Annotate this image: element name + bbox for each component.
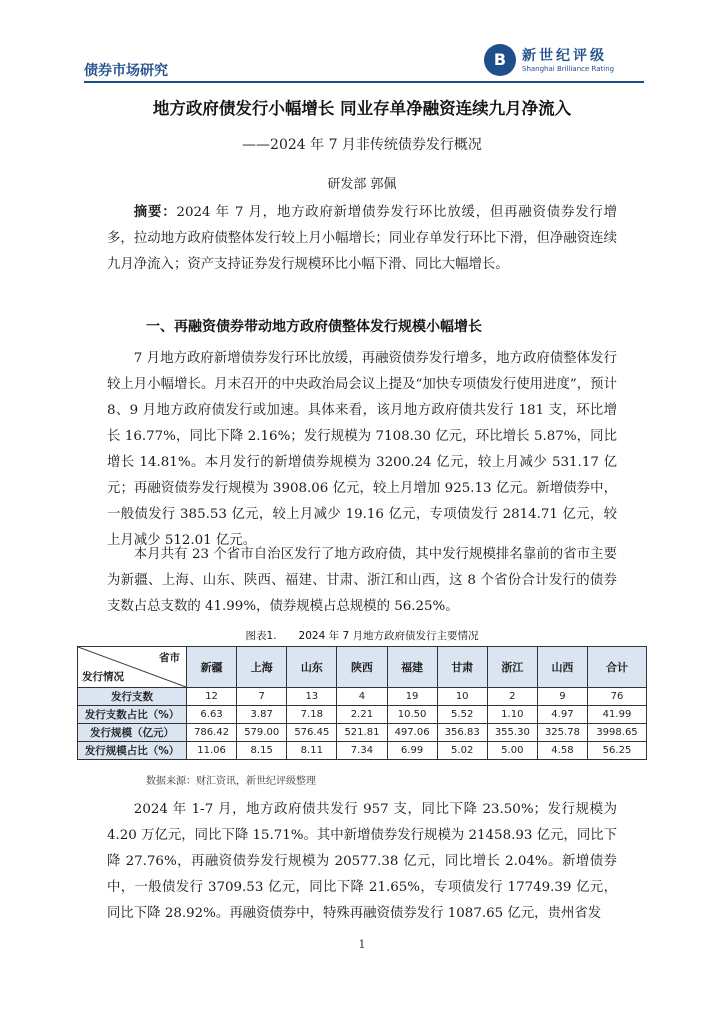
table-cell: 2.21 <box>337 706 387 724</box>
table-cell: 4 <box>337 688 387 706</box>
abstract-paragraph <box>107 200 617 278</box>
abstract-text: 2024 年 7 月，地方政府新增债券发行环比放缓，但再融资债券发行增多，拉动地方政府债整体发行较上月小幅增长；同业存单发行环比下滑，但净融资连续九月净流入；资产支持证券发行规模环比小幅下滑、同比大幅增长。 <box>107 205 617 272</box>
table-cell: 10.50 <box>387 706 437 724</box>
column-header: 合计 <box>588 647 647 688</box>
section-label: 债券市场研究 <box>84 63 168 79</box>
body-paragraph-1: 7 月地方政府新增债券发行环比放缓，再融资债券发行增多，地方政府债整体发行较上月小幅增长。月末召开的中央政治局会议上提及“加快专项债发行使用进度”，预计 8、9 月地方政府债发行或加速。具体来看，该月地方政府债共发行 181 支，环比增长 16.77%，同比下降 2.16%；发行规模为 7108.30 亿元，环比增长 5.87%，同比增长 14.81%。本月发行的新增债券规模为 3200.24 亿元，较上月减少 531.17 亿元；再融资债券发行规模为 3908.06 亿元，较上月增加 925.13 亿元。新增债券中，一般债发行 385.53 亿元，较上月减少 19.16 亿元，专项债发行 2814.71 亿元，较上月减少 512.01 亿元。 <box>107 351 617 548</box>
table-row <box>78 706 647 724</box>
column-header: 新疆 <box>187 647 237 688</box>
table-cell: 521.81 <box>337 724 387 742</box>
table-cell: 8.11 <box>287 742 337 760</box>
table-cell: 5.00 <box>487 742 537 760</box>
table-cell: 325.78 <box>537 724 587 742</box>
table-caption-text: 2024 年 7 月地方政府债发行主要情况 <box>298 630 479 642</box>
column-header: 浙江 <box>487 647 537 688</box>
table-header-row <box>78 647 647 688</box>
column-header: 山东 <box>287 647 337 688</box>
section-heading: 一、再融资债券带动地方政府债整体发行规模小幅增长 <box>146 319 482 335</box>
table-cell: 786.42 <box>187 724 237 742</box>
document-title: 地方政府债发行小幅增长 同业存单净融资连续九月净流入 <box>152 99 572 118</box>
table-cell: 579.00 <box>237 724 287 742</box>
table-cell: 5.02 <box>437 742 487 760</box>
row-label: 发行支数占比（%） <box>78 706 187 724</box>
brand-logo <box>484 44 644 78</box>
table-cell: 41.99 <box>588 706 647 724</box>
logo-text-en: Shanghai Brilliance Rating <box>522 65 615 73</box>
row-label: 发行支数 <box>78 688 187 706</box>
table-caption <box>0 628 724 643</box>
column-header: 福建 <box>387 647 437 688</box>
table-cell: 4.97 <box>537 706 587 724</box>
table-cell: 3.87 <box>237 706 287 724</box>
table-cell: 19 <box>387 688 437 706</box>
table-cell: 9 <box>537 688 587 706</box>
table-cell: 12 <box>187 688 237 706</box>
table-cell: 10 <box>437 688 487 706</box>
table-row <box>78 724 647 742</box>
table-row <box>78 688 647 706</box>
corner-label-metric: 发行情况 <box>82 671 124 683</box>
column-header: 上海 <box>237 647 287 688</box>
column-header: 陕西 <box>337 647 387 688</box>
issuance-table <box>77 646 647 760</box>
table-cell: 56.25 <box>588 742 647 760</box>
table-cell: 355.30 <box>487 724 537 742</box>
table-cell: 4.58 <box>537 742 587 760</box>
table-source-note: 数据来源：财汇资讯，新世纪评级整理 <box>146 776 316 787</box>
header-divider <box>84 81 644 83</box>
column-header: 山西 <box>537 647 587 688</box>
logo-emblem-icon: B <box>484 44 516 76</box>
table-cell: 7.34 <box>337 742 387 760</box>
row-label: 发行规模（亿元） <box>78 724 187 742</box>
table-corner-cell <box>78 647 187 688</box>
row-label: 发行规模占比（%） <box>78 742 187 760</box>
table-cell: 497.06 <box>387 724 437 742</box>
table-cell: 6.99 <box>387 742 437 760</box>
table-cell: 76 <box>588 688 647 706</box>
abstract-label: 摘要： <box>133 205 177 220</box>
author-line: 研发部 郭佩 <box>327 177 397 192</box>
table-cell: 576.45 <box>287 724 337 742</box>
logo-text-cn: 新世纪评级 <box>522 48 607 64</box>
table-cell: 356.83 <box>437 724 487 742</box>
table-cell: 1.10 <box>487 706 537 724</box>
table-row <box>78 742 647 760</box>
table-cell: 2 <box>487 688 537 706</box>
table-cell: 6.63 <box>187 706 237 724</box>
table-cell: 8.15 <box>237 742 287 760</box>
table-cell: 7.18 <box>287 706 337 724</box>
body-paragraph-2: 本月共有 23 个省市自治区发行了地方政府债，其中发行规模排名靠前的省市主要为新疆、上海、山东、陕西、福建、甘肃、浙江和山西，这 8 个省份合计发行的债券支数占总支数的 41.99%，债券规模占总规模的 56.25%。 <box>107 547 617 614</box>
table-cell: 5.52 <box>437 706 487 724</box>
table-caption-number: 图表1. <box>245 630 277 642</box>
body-paragraph-3: 2024 年 1-7 月，地方政府债共发行 957 支，同比下降 23.50%；发行规模为 4.20 万亿元，同比下降 15.71%。其中新增债券发行规模为 21458.93 亿元，同比下降 27.76%，再融资债券发行规模为 20577.38 亿元，同比增长 2.04%。新增债券中，一般债发行 3709.53 亿元，同比下降 21.65%，专项债发行 17749.39 亿元，同比下降 28.92%。再融资债券中，特殊再融资债券发行 1087.65 亿元，贵州省发 <box>107 802 617 921</box>
table-cell: 7 <box>237 688 287 706</box>
table-cell: 11.06 <box>187 742 237 760</box>
table-cell: 3998.65 <box>588 724 647 742</box>
page-number: 1 <box>358 938 366 951</box>
corner-label-province: 省市 <box>159 652 180 664</box>
table-cell: 13 <box>287 688 337 706</box>
column-header: 甘肃 <box>437 647 487 688</box>
document-subtitle: ——2024 年 7 月非传统债券发行概况 <box>242 137 482 153</box>
